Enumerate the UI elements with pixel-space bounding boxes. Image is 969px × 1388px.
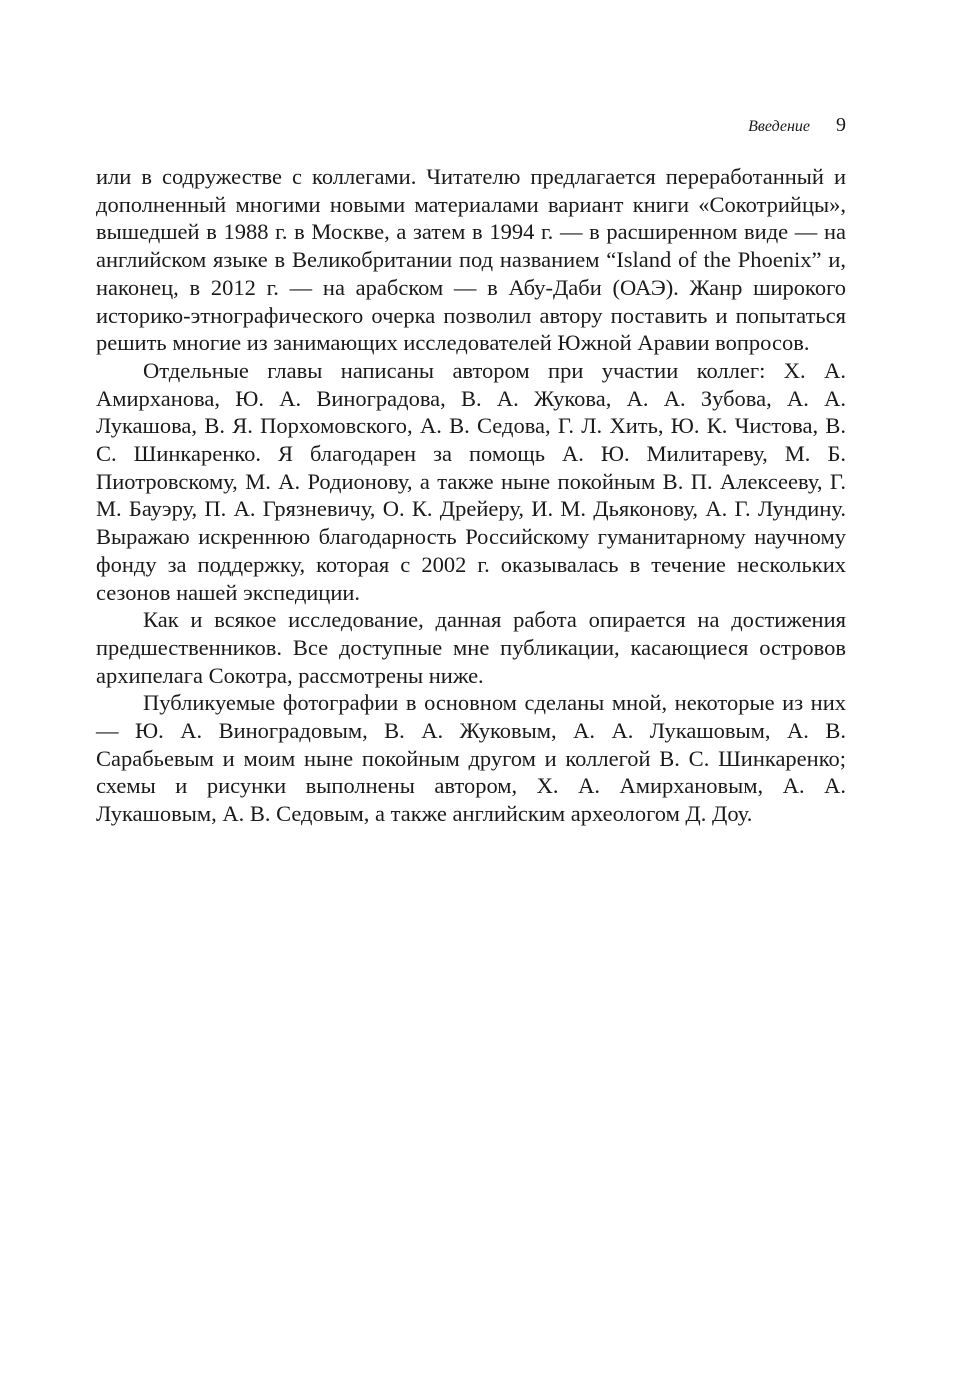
paragraph-continuation: или в содружестве с коллегами. Читателю предлагается переработанный и дополненный многими новыми материалами вариант книги «Сокотрийцы», вышедшей в 1988 г. в Москве, а затем в 1994 г. — в расширенном виде — на английском языке в Великобритании под названием “Island of the Phoenix” и, наконец, в 2012 г. — на арабском — в Абу-Даби (ОАЭ). Жанр широкого историко-этнографического очерка позволил автору поставить и попытаться решить многие из занимающих исследователей Южной Аравии вопросов. [96,164,846,356]
body-text [96,163,846,828]
running-head [96,113,846,139]
running-title: Введение [748,118,810,135]
page-number: 9 [836,114,846,136]
paragraph-acknowledgements-coauthors: Отдельные главы написаны автором при участии коллег: Х. А. Амирханова, Ю. А. Виноградова, В. А. Жукова, А. А. Зубова, А. А. Лукашова, В. Я. Порхомовского, А. В. Седова, Г. Л. Хить, Ю. К. Чистова, В. С. Шинкаренко. Я благодарен за помощь А. Ю. Милитареву, М. Б. Пиотровскому, М. А. Родионову, а также ныне покойным В. П. Алексееву, Г. М. Бауэру, П. А. Грязневичу, О. К. Дрейеру, И. М. Дьяконову, А. Г. Лундину. Выражаю искреннюю благодарность Российскому гуманитарному научному фонду за поддержку, которая с 2002 г. оказывалась в течение нескольких сезонов нашей экспедиции. [96,357,846,605]
paragraph-predecessors: Как и всякое исследование, данная работа опирается на достижения предшественников. Все доступные мне публикации, касающиеся островов архипелага Сокотра, рассмотрены ниже. [96,607,846,688]
paragraph-photo-credits: Публикуемые фотографии в основном сделаны мной, некоторые из них — Ю. А. Виноградовым, В. А. Жуковым, А. А. Лукашовым, А. В. Сарабьевым и моим ныне покойным другом и коллегой В. С. Шинкаренко; схемы и рисунки выполнены автором, Х. А. Амирхановым, А. А. Лукашовым, А. В. Седовым, а также английским археологом Д. Доу. [96,690,846,827]
